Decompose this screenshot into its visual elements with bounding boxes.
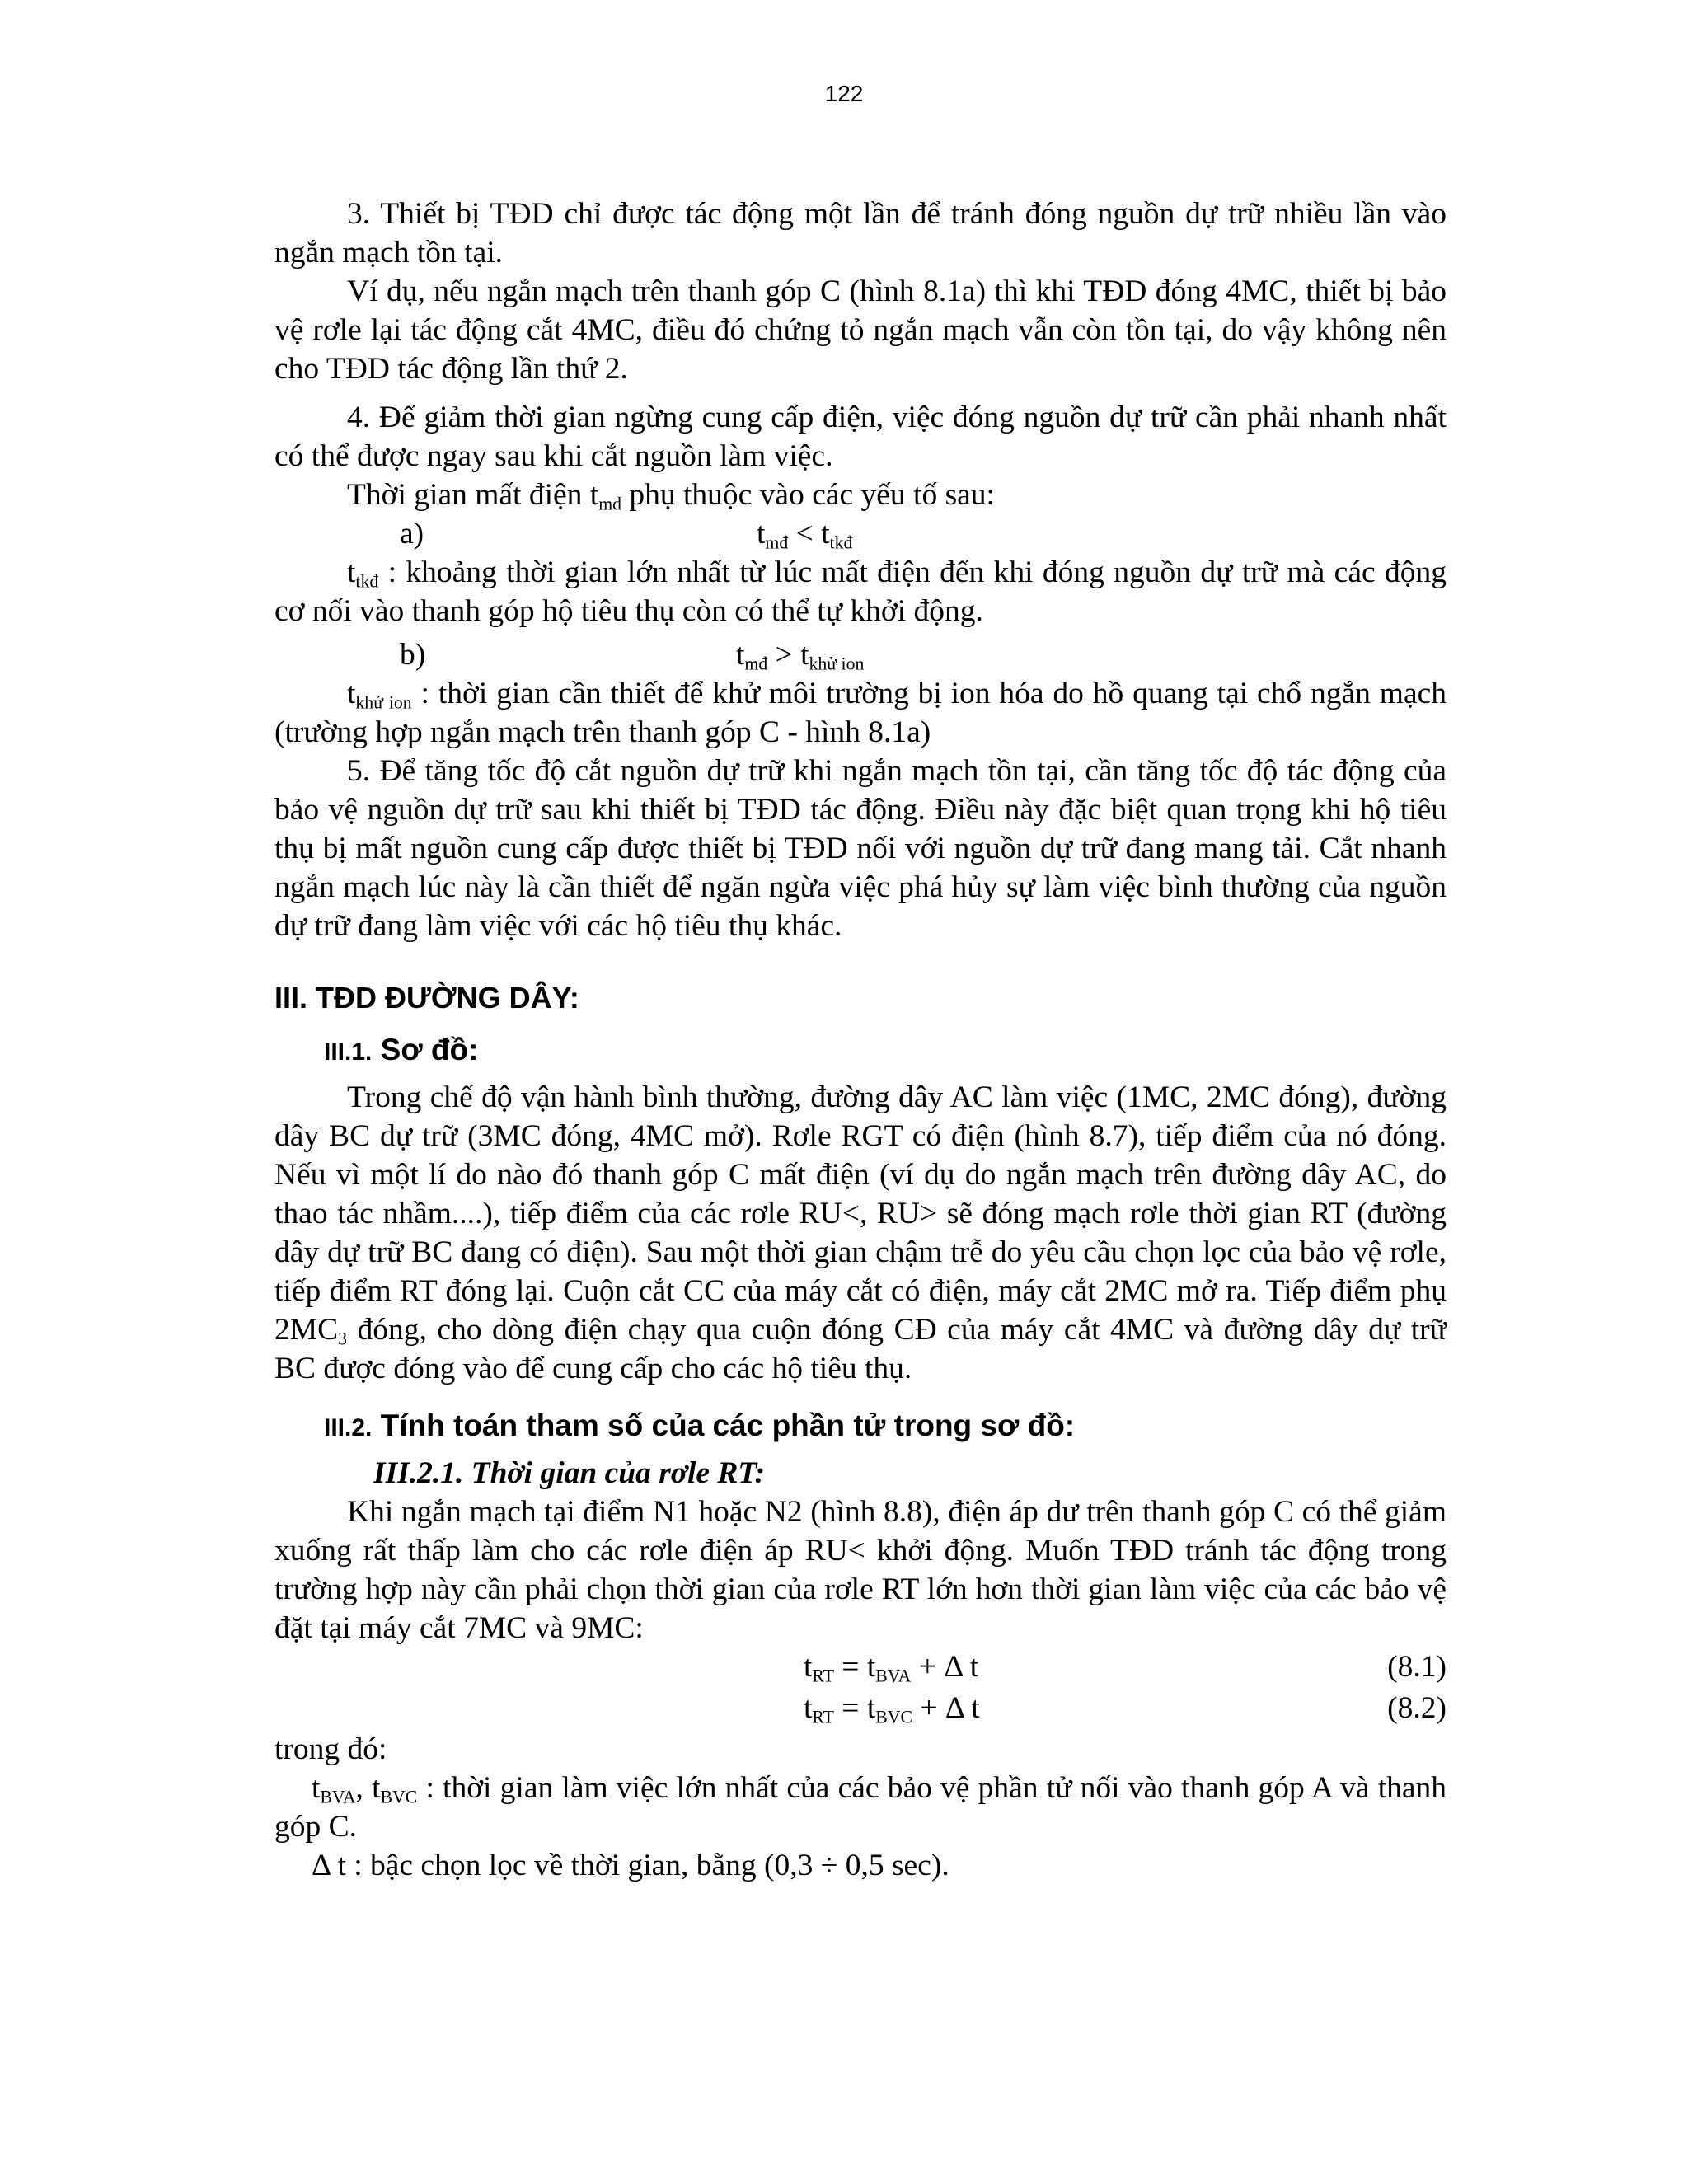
where-label: trong đó:	[274, 1732, 387, 1766]
paragraph: 5. Để tăng tốc độ cắt nguồn dự trữ khi ngắn mạch tồn tại, cần tăng tốc độ tác động của bảo vệ nguồn dự trữ sau khi thiết bị TĐD tác động. Điều này đặc biệt quan trọng khi hộ tiêu thụ bị mất nguồn cung cấp được thiết bị TĐD nối với nguồn dự trữ đang mang tải. Cắt nhanh ngắn mạch lúc này là cần thiết để ngăn ngừa việc phá hủy sự làm việc bình thường của nguồn dự trữ đang làm việc với các hộ tiêu thụ khác.	[274, 754, 1447, 943]
paragraph: Trong chế độ vận hành bình thường, đường dây AC làm việc (1MC, 2MC đóng), đường dây BC dự trữ (3MC đóng, 4MC mở). Rơle RGT có điện (hình 8.7), tiếp điểm của nó đóng. Nếu vì một lí do nào đó thanh góp C mất điện (ví dụ do ngắn mạch trên đường dây AC, do thao tác nhầm....), tiếp điểm của các rơle RU<, RU> sẽ đóng mạch rơle thời gian RT (đường dây dự trữ BC đang có điện). Sau một thời gian chậm trễ do yêu cầu chọn lọc của bảo vệ rơle, tiếp điểm RT đóng lại. Cuộn cắt CC của máy cắt có điện, máy cắt 2MC mở ra. Tiếp điểm phụ $2MC_3$ đóng, cho dòng điện chạy qua cuộn đóng CĐ của máy cắt 4MC và đường dây dự trữ BC được đóng vào để cung cấp cho các hộ tiêu thụ.	[274, 1080, 1447, 1385]
condition-a: a) $t_{mđ} < t_{tkđ}$	[400, 517, 853, 553]
equation-8-1: $t_{RT} = t_{BVA} + \Delta$ t (8.1)	[274, 1647, 1447, 1689]
paragraph: Ví dụ, nếu ngắn mạch trên thanh góp C (hình 8.1a) thì khi TĐD đóng 4MC, thiết bị bảo vệ rơle lại tác động cắt 4MC, điều đó chứng tỏ ngắn mạch vẫn còn tồn tại, do vậy không nên cho TĐD tác động lần thứ 2.	[274, 274, 1447, 386]
paragraph: Thời gian mất điện $t_{mđ}$ phụ thuộc vào các yếu tố sau:	[347, 478, 995, 514]
subsubsection-heading: III.2.1. Thời gian của rơle RT:	[373, 1456, 766, 1490]
condition-b: b) $t_{mđ} > t_{khử ion}$	[400, 638, 865, 674]
section-heading: III. TĐD ĐƯỜNG DÂY:	[274, 981, 579, 1015]
definition-delta-t: Δ t : bậc chọn lọc về thời gian, bằng (0,3 ÷ 0,5 sec).	[312, 1849, 950, 1882]
paragraph: 4. Để giảm thời gian ngừng cung cấp điện, việc đóng nguồn dự trữ cần phải nhanh nhất có thể được ngay sau khi cắt nguồn làm việc.	[274, 401, 1447, 473]
equation-8-2: $t_{RT} = t_{BVC} + \Delta$ t (8.2)	[274, 1689, 1447, 1730]
definition-tbv: $t_{BVA}$, $t_{BVC}$ : thời gian làm việc lớn nhất của các bảo vệ phần tử nối vào thanh góp A và thanh góp C.	[274, 1771, 1447, 1844]
page-body	[274, 194, 1447, 1885]
paragraph: Khi ngắn mạch tại điểm N1 hoặc N2 (hình 8.8), điện áp dư trên thanh góp C có thể giảm xuống rất thấp làm cho các rơle điện áp RU< khởi động. Muốn TĐD tránh tác động trong trường hợp này cần phải chọn thời gian của rơle RT lớn hơn thời gian làm việc của các bảo vệ đặt tại máy cắt 7MC và 9MC:	[274, 1495, 1447, 1645]
page-number: 122	[824, 81, 864, 106]
equation-number: (8.2)	[1387, 1691, 1447, 1725]
subsection-heading: III.1. Sơ đồ:	[324, 1033, 479, 1066]
definition-ion: $t_{khử ion}$ : thời gian cần thiết để khử môi trường bị ion hóa do hồ quang tại chổ ngắn mạch (trường hợp ngắn mạch trên thanh góp C - hình 8.1a)	[274, 677, 1447, 749]
subsection-heading: III.2. Tính toán tham số của các phần tử trong sơ đồ:	[324, 1408, 1076, 1442]
definition-tkd: $t_{tkđ}$ : khoảng thời gian lớn nhất từ lúc mất điện đến khi đóng nguồn dự trữ mà các động cơ nối vào thanh góp hộ tiêu thụ còn có thể tự khởi động.	[274, 555, 1447, 628]
paragraph: 3. Thiết bị TĐD chỉ được tác động một lần để tránh đóng nguồn dự trữ nhiều lần vào ngắn mạch tồn tại.	[274, 197, 1447, 269]
equation-number: (8.1)	[1387, 1650, 1447, 1684]
